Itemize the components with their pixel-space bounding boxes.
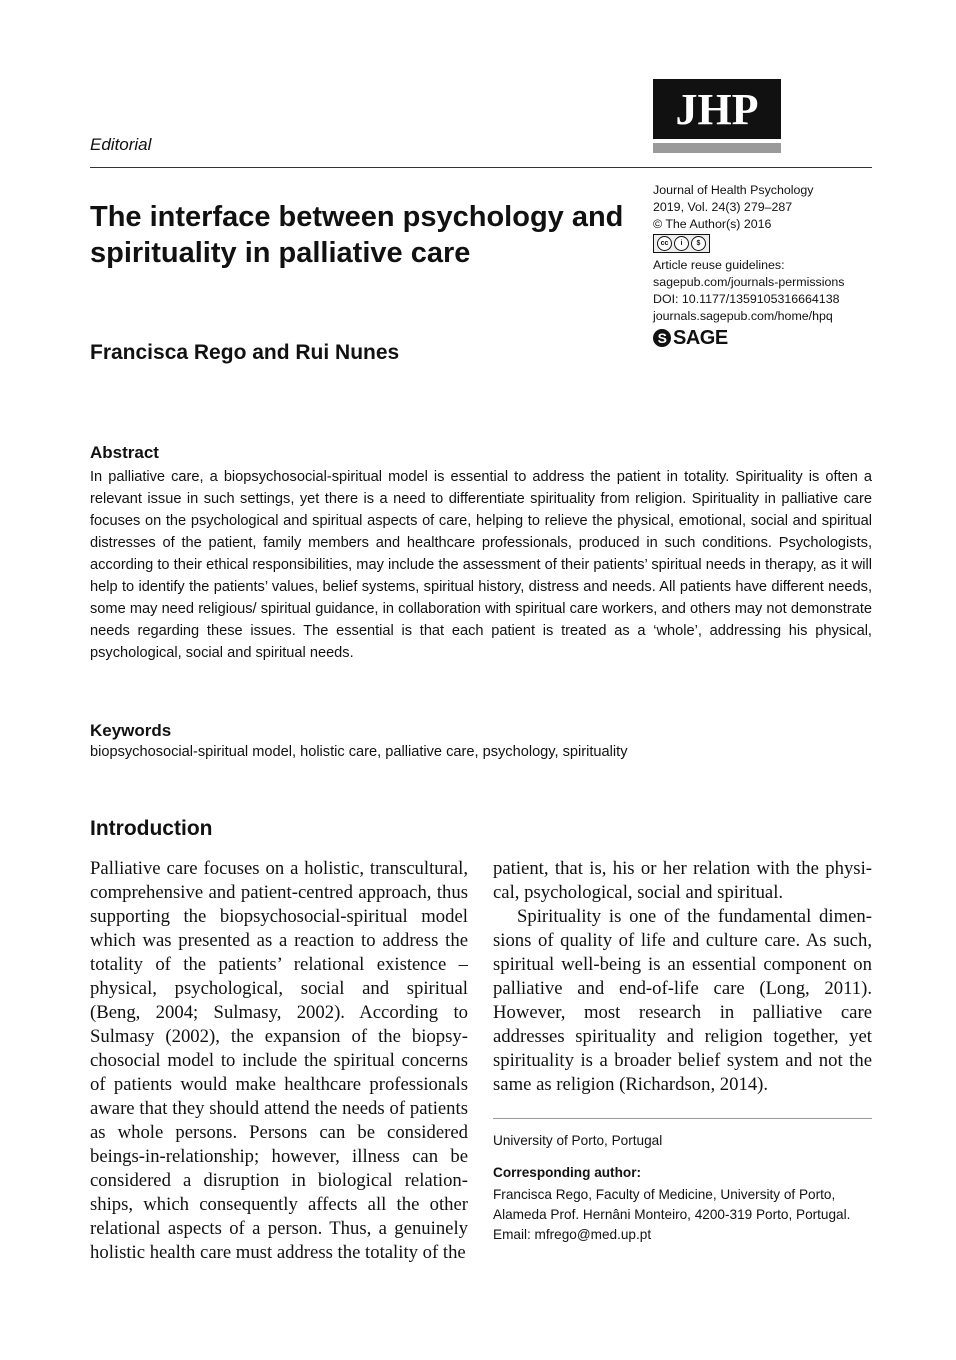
creative-commons-badge <box>653 234 710 253</box>
footnote-divider <box>493 1118 872 1119</box>
journal-logo: JHP <box>653 79 781 139</box>
logo-underline-bar <box>653 143 781 153</box>
doi[interactable]: DOI: 10.1177/1359105316664138 <box>653 292 840 306</box>
keywords-text: biopsychosocial-spiritual model, holistic care, palliative care, psychology, spirituality <box>90 744 628 760</box>
body-column-right <box>493 857 872 1097</box>
publisher-logo <box>653 326 873 349</box>
section-label: Editorial <box>90 135 152 154</box>
corresponding-author-heading: Corresponding author: <box>493 1165 642 1180</box>
introduction-heading: Introduction <box>90 817 213 840</box>
nc-icon: $ <box>691 236 706 251</box>
journal-name: Journal of Health Psychology <box>653 183 814 197</box>
cc-icon: cc <box>657 236 672 251</box>
corresponding-author-details <box>493 1185 872 1245</box>
journal-homepage-link[interactable]: journals.sagepub.com/home/hpq <box>653 309 833 323</box>
copyright-line: © The Author(s) 2016 <box>653 217 772 231</box>
reuse-label: Article reuse guidelines: <box>653 258 785 272</box>
abstract-heading: Abstract <box>90 443 159 462</box>
header-divider <box>90 167 872 168</box>
corresponding-author-address: Francisca Rego, Faculty of Medicine, University of Porto, Alameda Prof. Hernâni Monteiro, 4200-319 Porto, Portugal. <box>493 1187 851 1222</box>
author-affiliation: University of Porto, Portugal <box>493 1133 663 1148</box>
article-title: The interface between psychology and spirituality in palliative care <box>90 201 624 269</box>
intro-paragraph-1-continued: patient, that is, his or her relation with the physi- cal, psychological, social and spiritual. <box>493 858 872 903</box>
article-authors: Francisca Rego and Rui Nunes <box>90 341 400 364</box>
sage-s-icon: S <box>653 329 671 347</box>
corresponding-author-email[interactable]: Email: mfrego@med.up.pt <box>493 1227 652 1242</box>
reuse-link[interactable]: sagepub.com/journals-permissions <box>653 275 845 289</box>
intro-paragraph-1: Palliative care focuses on a holistic, transcultural, comprehensive and patient-centred approach, thus supporting the biopsychosocial-spiritual model which was presented as a reaction to address the totality of the patients’ relational existence – physical, psychological, social and spiritual (Beng, 2004; Sulmasy, 2002). According to Sulmasy (2002), the expansion of the biopsy- chosocial model to include the spiritual concerns of patients would make healthcare professionals aware that they should attend the needs of patients as whole persons. Persons can be considered beings-in-relationship; however, illness can be considered a disruption in biological relation- ships, which consequently affects all the other relational aspects of a person. Thus, a genuinely holistic health care must address the totality of the <box>90 858 468 1263</box>
intro-paragraph-2: Spirituality is one of the fundamental dimen- sions of quality of life and culture care. As such, spiritual well-being is an essential component on palliative and end-of-life care (Long, 2011). However, most research in palliative care addresses spirituality and religion together, yet spirituality is a broader belief system and not the same as religion (Richardson, 2014). <box>493 906 872 1095</box>
journal-volume: 2019, Vol. 24(3) 279–287 <box>653 200 793 214</box>
publisher-name: SAGE <box>673 326 728 349</box>
by-icon: i <box>674 236 689 251</box>
journal-metadata <box>653 182 873 347</box>
keywords-heading: Keywords <box>90 721 172 740</box>
body-column-left <box>90 857 468 1265</box>
abstract-text: In palliative care, a biopsychosocial-spiritual model is essential to address the patient in totality. Spirituality is often a relevant issue in such settings, yet there is a need to differentiate spirituality from religion. Spirituality in palliative care focuses on the psychological and spiritual aspects of care, helping to relieve the physical, emotional, social and spiritual distresses of the patient, family members and healthcare professionals, produced in such conditions. Psychologists, according to their ethical responsibilities, may include the assessment of their patients’ spiritual needs in therapy, as it will help to identify the patients’ values, belief systems, spiritual history, distress and needs. All patients have different needs, some may need religious/ spiritual guidance, in collaboration with spiritual care workers, and others may not demonstrate needs regarding these issues. The essential is that each patient is treated as a ‘whole’, addressing his physical, psychological, social and spiritual needs. <box>90 469 872 661</box>
